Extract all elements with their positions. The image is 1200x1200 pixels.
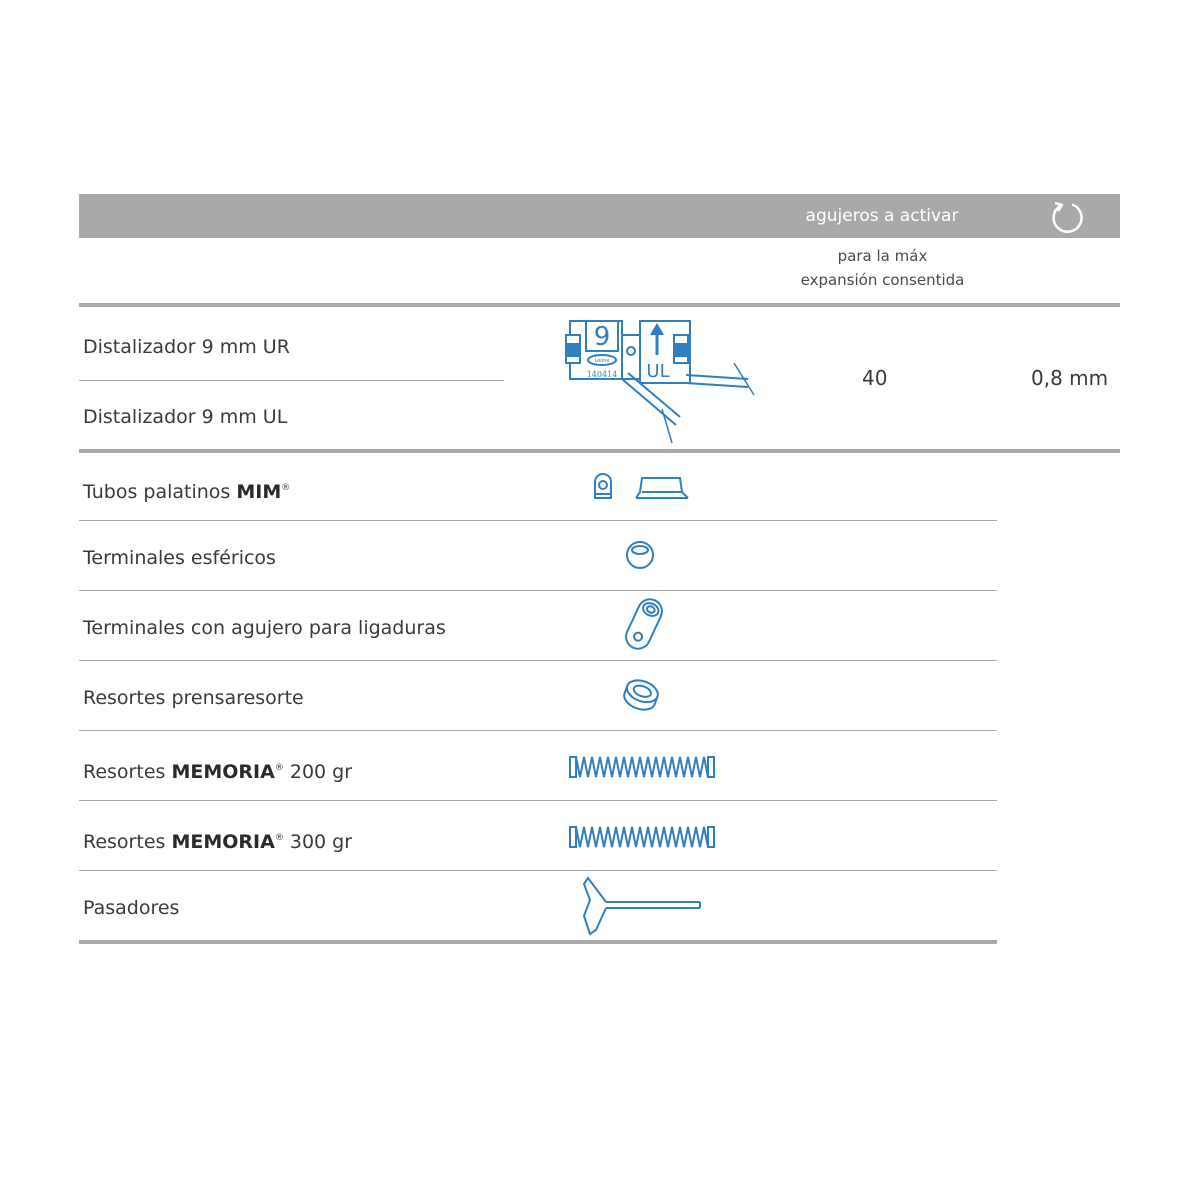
accessory-row-palatal-tubes: Tubos palatinos MIM® [83,481,291,503]
section-divider-bottom [79,940,997,944]
row-divider [79,660,997,661]
rotate-icon [1049,198,1085,234]
accessory-row-ligature-terminals: Terminales con agujero para ligaduras [83,617,446,639]
spring-clamp-icon [620,676,662,714]
section-divider-top [79,303,1120,307]
row-divider [79,730,997,731]
row-divider [79,870,997,871]
accessory-row-spherical: Terminales esféricos [83,547,276,569]
expansion-value: 0,8 mm [1031,366,1109,390]
coil-spring-icon [568,824,718,850]
ligature-terminal-icon [618,594,670,654]
svg-text:Leone: Leone [594,358,610,364]
pin-key-icon [580,872,704,938]
distalizer-ul-label: Distalizador 9 mm UL [83,406,288,428]
accessory-row-spring-clamp: Resortes prensaresorte [83,687,304,709]
subheader-line-1: para la máx [837,247,928,265]
row-divider [79,590,997,591]
subheader [780,244,985,292]
svg-text:UL: UL [646,361,670,382]
accessory-row-memoria-300: Resortes MEMORIA® 300 gr [83,831,353,853]
distalizer-icon [562,315,762,447]
row-divider [79,800,997,801]
header-bar [79,194,1120,238]
accessory-row-pins: Pasadores [83,897,180,919]
coil-spring-icon [568,754,718,780]
section-divider-middle [79,449,1120,453]
header-label: agujeros a activar [805,206,959,226]
holes-value: 40 [862,366,888,390]
spherical-terminal-icon [624,540,656,570]
svg-text:9: 9 [593,322,611,352]
distalizer-ur-label: Distalizador 9 mm UR [83,336,290,358]
accessory-row-memoria-200: Resortes MEMORIA® 200 gr [83,761,353,783]
palatal-tube-icon [592,472,692,502]
svg-text:140414: 140414 [586,370,618,379]
subheader-line-2: expansión consentida [800,271,965,289]
row-divider [79,380,504,381]
row-divider [79,520,997,521]
